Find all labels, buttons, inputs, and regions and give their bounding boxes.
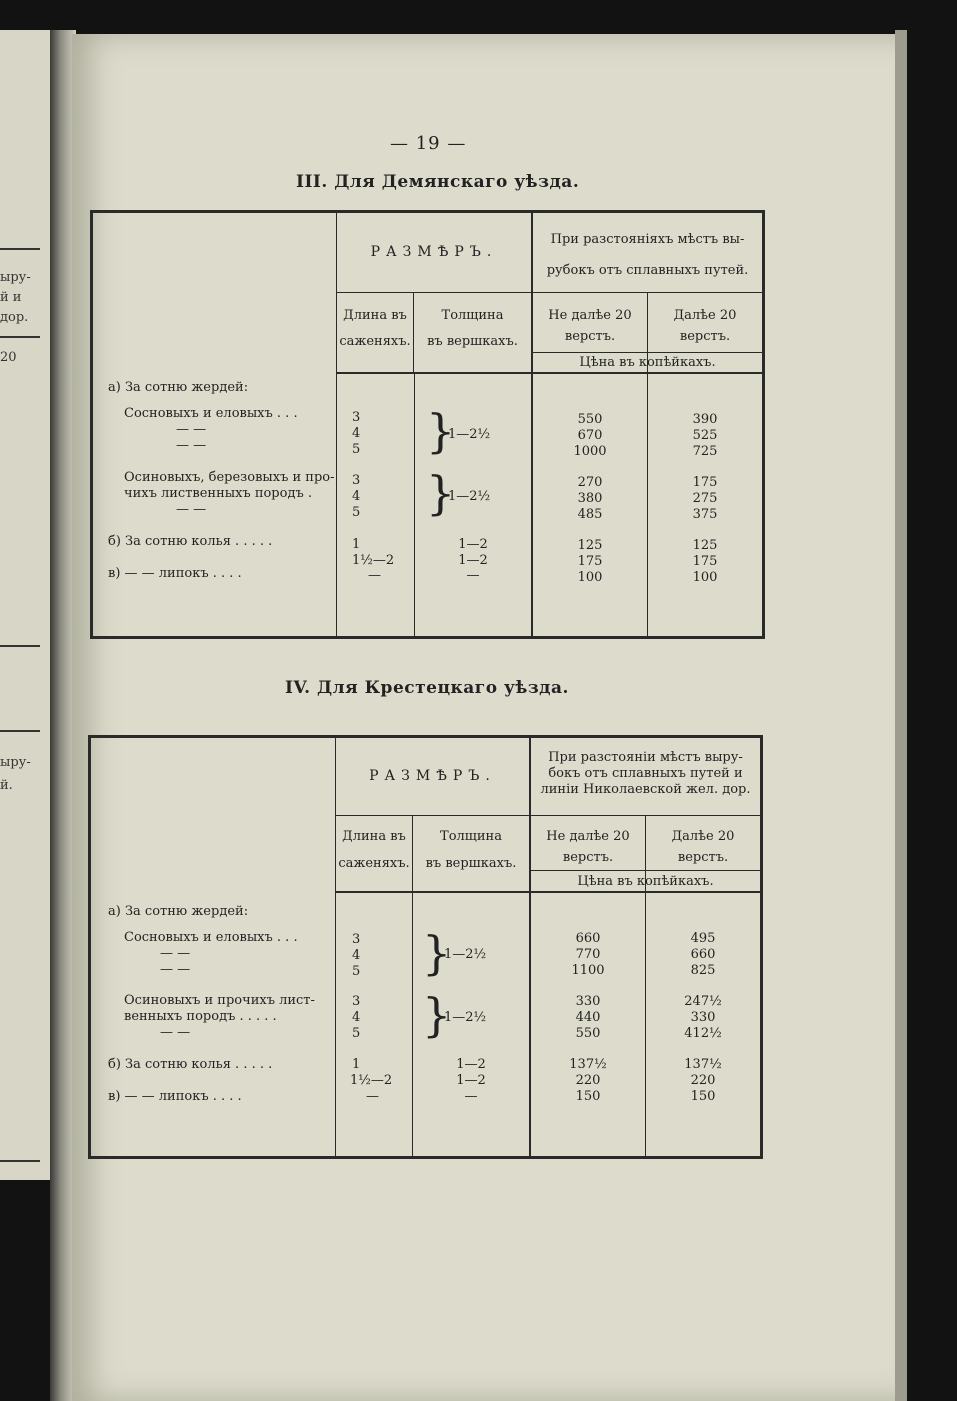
thickness-header: въ вершкахъ. [425,856,517,871]
length-header: саженяхъ. [338,856,410,871]
thickness-header: Толщина [441,308,504,323]
row-near: 440 [575,1010,601,1025]
row-far: 150 [690,1089,716,1104]
row-length: 1½—2 [350,1073,393,1088]
row-far: 137½ [684,1057,722,1072]
row-far: 220 [690,1073,716,1088]
row-label: а) За сотню жердей: [108,380,249,395]
distance-header: линіи Николаевской жел. дор. [540,782,751,797]
row-far: 412½ [684,1026,722,1041]
row-length: 3 [352,994,361,1009]
far-header: верстъ. [679,329,731,344]
row-label: Сосновыхъ и еловыхъ . . . [124,406,298,421]
row-near: 100 [577,570,603,585]
far-header: Далѣе 20 [671,829,735,844]
row-far: 175 [692,554,718,569]
length-header: Длина въ [342,829,406,844]
row-label: б) За сотню колья . . . . . [108,534,273,549]
thickness-header: въ вершкахъ. [427,334,518,349]
row-near: 1100 [571,963,605,978]
row-far: 825 [690,963,716,978]
row-far: 660 [690,947,716,962]
row-length: 1 [352,537,361,552]
row-length: 5 [352,964,361,979]
price-header: Цѣна въ копѣйкахъ. [579,355,716,370]
row-label: — — [160,962,191,977]
size-header: РАЗМѢРЪ. [370,244,498,260]
row-thickness: 1—2 [458,537,488,552]
row-thickness: 1—2 [456,1057,486,1072]
brace-glyph: } [422,988,452,1042]
row-label: Сосновыхъ и еловыхъ . . . [124,930,298,945]
brace-glyph: } [422,926,452,980]
row-length: 5 [352,1026,361,1041]
row-far: 725 [692,444,718,459]
length-header: Длина въ [343,308,407,323]
row-thickness: 1—2 [458,553,488,568]
row-far: 495 [690,931,716,946]
near-header: верстъ. [562,850,614,865]
row-far: 330 [690,1010,716,1025]
near-header: Не далѣе 20 [546,829,630,844]
brace-glyph: } [426,466,456,520]
left-fragment: ыру- [0,270,31,285]
row-label: — — [176,438,207,453]
distance-header: бокъ отъ сплавныхъ путей и [548,766,743,781]
row-length: 5 [352,505,361,520]
distance-header: При разстояніи мѣстъ выру- [548,750,743,765]
row-length: 5 [352,442,361,457]
row-thickness: 1—2½ [448,489,491,504]
row-near: 485 [577,507,603,522]
row-length: 1 [352,1057,361,1072]
row-label: — — [160,1025,191,1040]
row-label: Осиновыхъ и прочихъ лист- [124,993,315,1008]
row-length: 3 [352,410,361,425]
section-4-title: IV. Для Крестецкаго уѣзда. [285,678,569,698]
row-thickness: 1—2 [456,1073,486,1088]
near-header: Не далѣе 20 [548,308,632,323]
row-far: 247½ [684,994,722,1009]
row-near: 380 [577,491,603,506]
row-near: 150 [575,1089,601,1104]
row-label: в) — — липокъ . . . . [108,1089,242,1104]
row-near: 770 [575,947,601,962]
row-length: 4 [352,1010,361,1025]
length-header: саженяхъ. [339,334,411,349]
row-length: 4 [352,489,361,504]
row-label: чихъ лиственныхъ породъ . [124,486,312,501]
row-label: а) За сотню жердей: [108,904,249,919]
price-header: Цѣна въ копѣйкахъ. [577,874,714,889]
row-label: б) За сотню колья . . . . . [108,1057,273,1072]
page [72,34,904,1401]
row-far: 275 [692,491,718,506]
row-far: 390 [692,412,718,427]
row-near: 660 [575,931,601,946]
left-fragment: й и [0,290,22,305]
row-length: — [368,568,381,583]
left-fragment: й. [0,778,13,793]
row-thickness: — [466,568,480,583]
row-near: 175 [577,554,603,569]
row-near: 330 [575,994,601,1009]
row-length: 4 [352,948,361,963]
far-header: Далѣе 20 [673,308,737,323]
left-fragment: 20 [0,350,17,365]
row-thickness: — [464,1089,478,1104]
row-near: 1000 [573,444,607,459]
row-label: Осиновыхъ, березовыхъ и про- [124,470,335,485]
row-length: 4 [352,426,361,441]
row-label: — — [176,502,207,517]
row-label: венныхъ породъ . . . . . [124,1009,277,1024]
brace-glyph: } [426,404,456,458]
row-near: 670 [577,428,603,443]
row-thickness: 1—2½ [444,947,487,962]
row-near: 125 [577,538,603,553]
row-near: 137½ [569,1057,607,1072]
row-label: — — [160,946,191,961]
row-far: 175 [692,475,718,490]
row-label: — — [176,422,207,437]
size-header: РАЗМѢРЪ. [369,768,496,784]
left-fragment: ыру- [0,755,31,770]
row-far: 375 [692,507,718,522]
row-near: 220 [575,1073,601,1088]
row-far: 525 [692,428,718,443]
left-fragment: дор. [0,310,29,325]
near-header: верстъ. [564,329,616,344]
distance-header: При разстояніяхъ мѣстъ вы- [550,232,745,247]
row-near: 270 [577,475,603,490]
row-length: — [366,1089,379,1104]
row-near: 550 [577,412,603,427]
row-thickness: 1—2½ [448,427,491,442]
far-header: верстъ. [677,850,729,865]
row-label: в) — — липокъ . . . . [108,566,242,581]
row-thickness: 1—2½ [444,1010,487,1025]
row-near: 550 [575,1026,601,1041]
row-far: 125 [692,538,718,553]
page-number: — 19 — [390,133,467,154]
thickness-header: Толщина [440,829,502,844]
row-length: 3 [352,473,361,488]
row-length: 1½—2 [352,553,395,568]
distance-header: рубокъ отъ сплавныхъ путей. [546,263,749,278]
section-3-title: III. Для Демянскаго уѣзда. [296,172,580,192]
row-length: 3 [352,932,361,947]
page-edge [895,30,907,1401]
row-far: 100 [692,570,718,585]
